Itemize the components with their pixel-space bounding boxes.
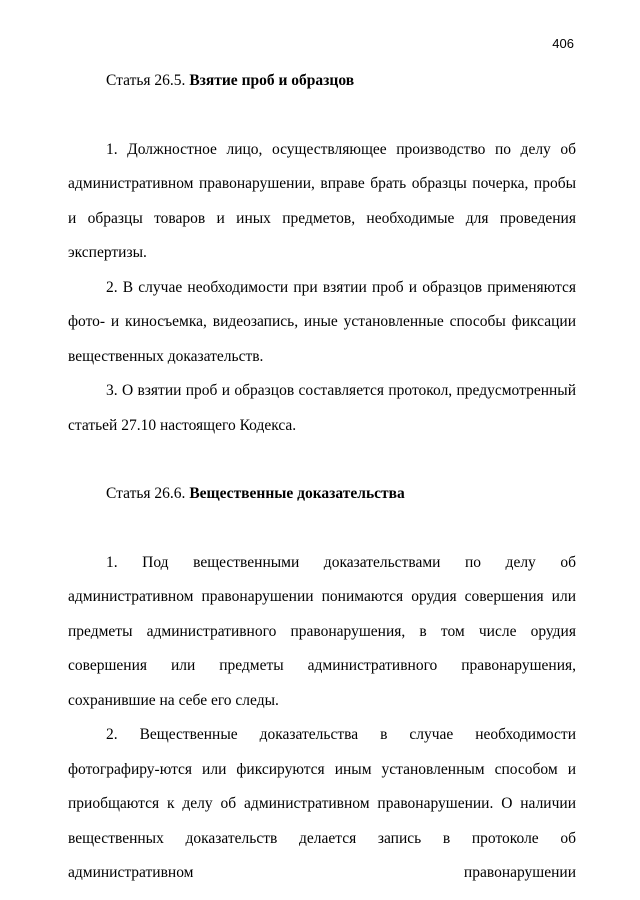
article-number: Статья 26.5. — [106, 72, 186, 89]
paragraph: 1. Должностное лицо, осуществляющее производство по делу об административном правонарушении, вправе брать образцы почерка, пробы и образцы товаров и иных предметов, необходимые для проведения экспертизы. — [68, 140, 576, 261]
paragraph: 1. Под вещественными доказательствами по делу об административном правонарушении понимаются орудия совершения или предметы административного правонарушения, в том числе орудия совершения или предметы административного правонарушения, сохранившие на себе его следы. — [68, 553, 576, 709]
article-title: Вещественные доказательства — [189, 485, 405, 502]
article-heading-26-5 — [68, 64, 576, 99]
article-heading-26-6 — [68, 477, 576, 512]
page-number: 406 — [552, 36, 574, 51]
paragraph: 3. О взятии проб и образцов составляется протокол, предусмотренный статьей 27.10 настоящего Кодекса. — [68, 382, 576, 434]
article-number: Статья 26.6. — [106, 485, 186, 502]
article-title: Взятие проб и образцов — [189, 72, 355, 89]
paragraph: 2. Вещественные доказательства в случае необходимости фотографиру-ются или фиксируются иным установленным способом и приобщаются к делу об административном правонарушении. О наличии вещественных доказательств делается запись в протоколе об административном правонарушении — [68, 726, 576, 881]
paragraph: 2. В случае необходимости при взятии проб и образцов применяются фото- и киносъемка, видеозапись, иные установленные способы фиксации вещественных доказательств. — [68, 278, 576, 365]
document-body — [68, 64, 576, 891]
